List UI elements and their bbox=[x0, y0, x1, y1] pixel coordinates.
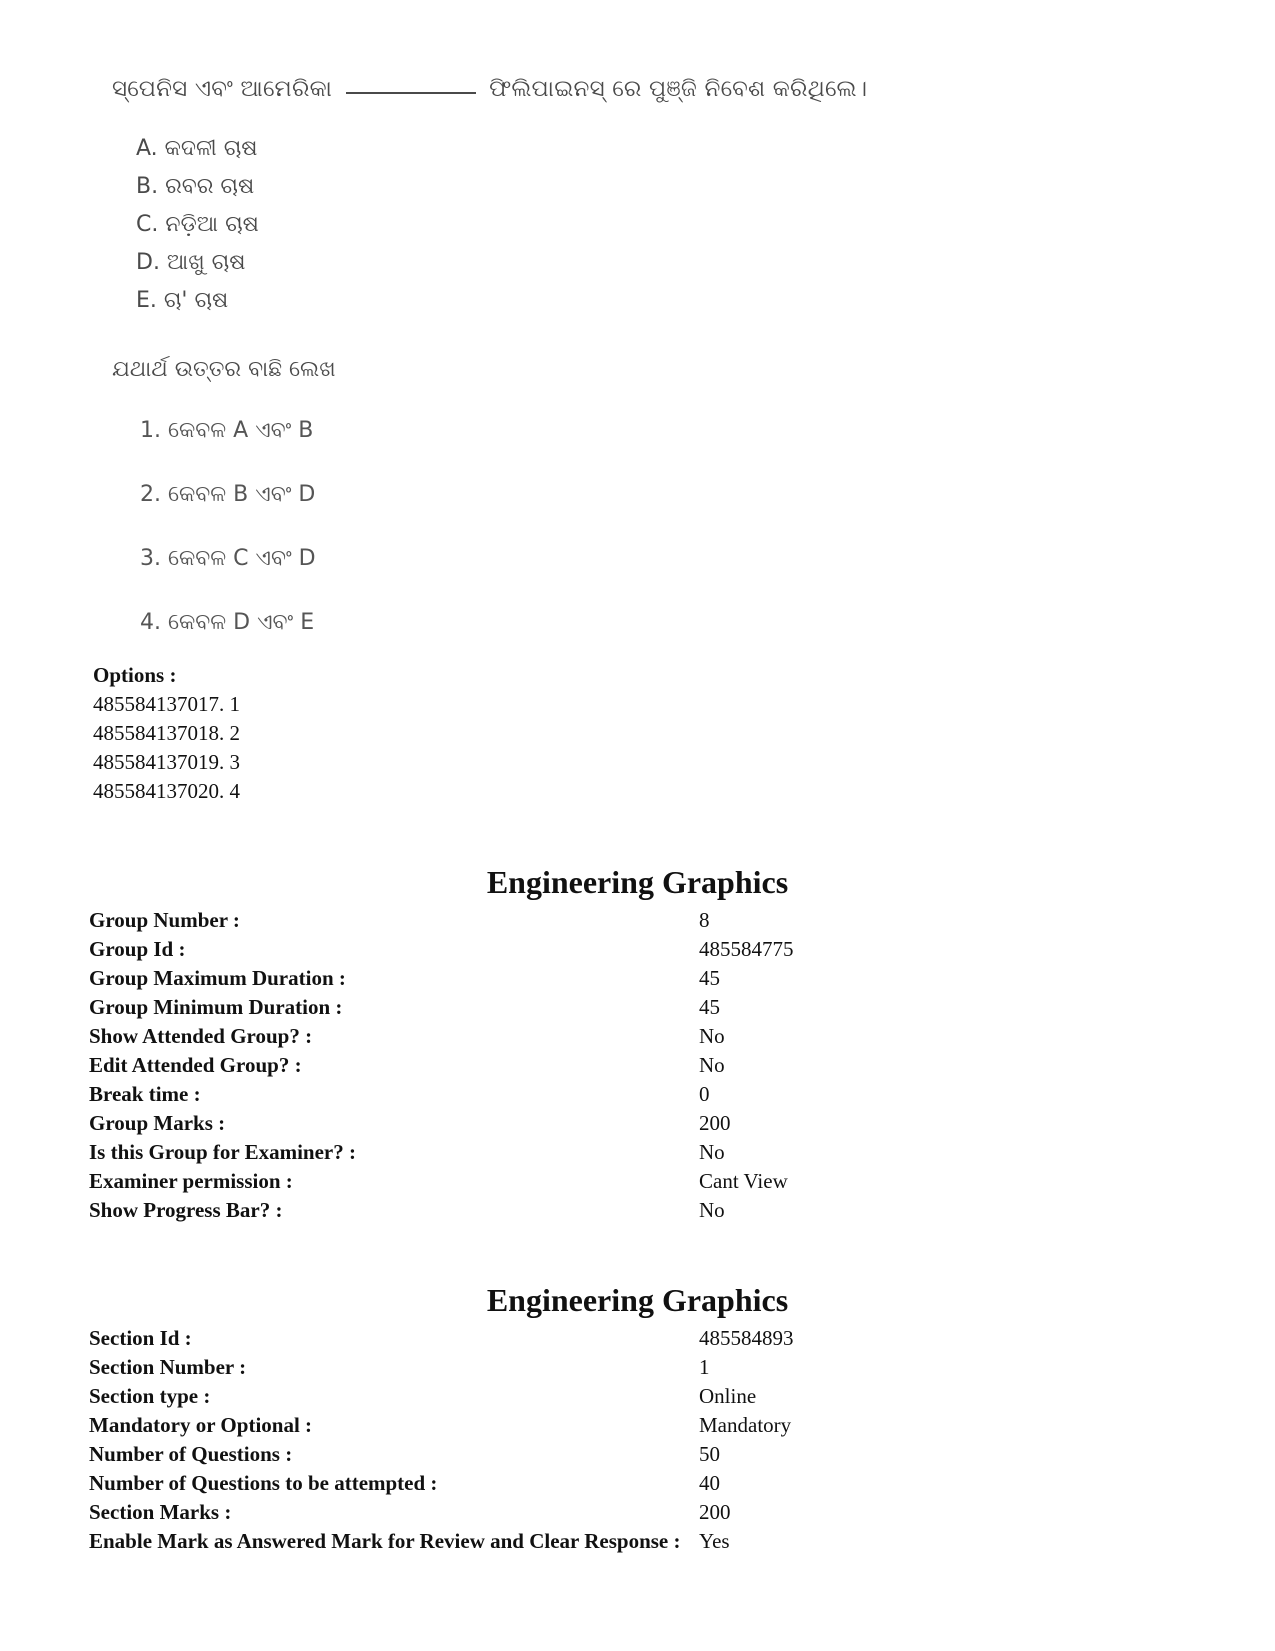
section-row-value: Mandatory bbox=[699, 1413, 792, 1437]
option-line: 485584137020. 4 bbox=[93, 779, 240, 803]
group-row-value: Cant View bbox=[699, 1169, 788, 1193]
group-row-label: Show Progress Bar? : bbox=[89, 1198, 283, 1222]
section-row-value: Online bbox=[699, 1384, 757, 1408]
group-row-value: No bbox=[699, 1198, 725, 1222]
group-row-label: Edit Attended Group? : bbox=[89, 1053, 302, 1077]
section-row-value: 40 bbox=[699, 1471, 720, 1495]
group-row-label: Group Marks : bbox=[89, 1111, 226, 1135]
section-heading: Engineering Graphics bbox=[486, 1282, 789, 1318]
fill-in-blank bbox=[346, 92, 476, 94]
group-row-label: Show Attended Group? : bbox=[89, 1024, 313, 1048]
section-row-value: 485584893 bbox=[699, 1326, 794, 1350]
question-item-d: D. ଆଖୁ ଚାଷ bbox=[136, 250, 246, 275]
question-choice-2: 2. କେବଳ B ଏବଂ D bbox=[140, 482, 316, 507]
section-row-label: Section Number : bbox=[89, 1355, 247, 1379]
question-stem-after: ଫିଲିପାଇନସ୍ ରେ ପୁଞ୍ଜି ନିବେଶ କରିଥିଲେ। bbox=[489, 76, 868, 102]
section-row-value: Yes bbox=[699, 1529, 730, 1553]
question-image bbox=[0, 0, 1275, 660]
group-row-value: 45 bbox=[699, 995, 720, 1019]
group-row-label: Break time : bbox=[89, 1082, 201, 1106]
section-row-label: Number of Questions to be attempted : bbox=[89, 1471, 438, 1495]
group-row-label: Group Id : bbox=[89, 937, 186, 961]
section-row-label: Section Id : bbox=[89, 1326, 192, 1350]
group-row-value: No bbox=[699, 1024, 725, 1048]
group-row-value: 45 bbox=[699, 966, 720, 990]
question-item-e: E. ଚା' ଚାଷ bbox=[136, 288, 229, 313]
group-row-label: Group Number : bbox=[89, 908, 240, 932]
question-instruction: ଯଥାର୍ଥ ଉତ୍ତର ବାଛି ଲେଖ bbox=[112, 357, 336, 382]
question-choice-1: 1. କେବଳ A ଏବଂ B bbox=[140, 418, 314, 443]
options-title: Options : bbox=[93, 663, 177, 687]
section-row-label: Section Marks : bbox=[89, 1500, 232, 1524]
group-row-label: Is this Group for Examiner? : bbox=[89, 1140, 356, 1164]
group-row-value: 200 bbox=[699, 1111, 731, 1135]
question-stem-before: ସ୍ପେନିସ ଏବଂ ଆମେରିକା bbox=[112, 76, 333, 102]
question-item-b: B. ରବର ଚାଷ bbox=[136, 174, 255, 199]
option-line: 485584137019. 3 bbox=[93, 750, 240, 774]
group-row-value: 0 bbox=[699, 1082, 710, 1106]
question-choice-3: 3. କେବଳ C ଏବଂ D bbox=[140, 546, 316, 571]
group-row-value: No bbox=[699, 1053, 725, 1077]
section-row-value: 200 bbox=[699, 1500, 731, 1524]
option-line: 485584137018. 2 bbox=[93, 721, 240, 745]
group-heading: Engineering Graphics bbox=[486, 864, 789, 900]
group-row-label: Group Minimum Duration : bbox=[89, 995, 343, 1019]
section-row-value: 50 bbox=[699, 1442, 720, 1466]
question-item-c: C. ନଡ଼ିଆ ଚାଷ bbox=[136, 212, 259, 237]
section-row-label: Number of Questions : bbox=[89, 1442, 293, 1466]
section-row-label: Mandatory or Optional : bbox=[89, 1413, 313, 1437]
group-row-value: 8 bbox=[699, 908, 710, 932]
group-row-value: No bbox=[699, 1140, 725, 1164]
group-row-value: 485584775 bbox=[699, 937, 794, 961]
question-item-a: A. କଦଳୀ ଚାଷ bbox=[136, 136, 258, 161]
section-row-label: Enable Mark as Answered Mark for Review and Clear Response : bbox=[89, 1529, 681, 1553]
section-row-label: Section type : bbox=[89, 1384, 211, 1408]
group-row-label: Examiner permission : bbox=[89, 1169, 293, 1193]
option-line: 485584137017. 1 bbox=[93, 692, 240, 716]
question-stem bbox=[112, 76, 867, 102]
group-row-label: Group Maximum Duration : bbox=[89, 966, 346, 990]
question-choice-4: 4. କେବଳ D ଏବଂ E bbox=[140, 610, 315, 635]
section-row-value: 1 bbox=[699, 1355, 710, 1379]
